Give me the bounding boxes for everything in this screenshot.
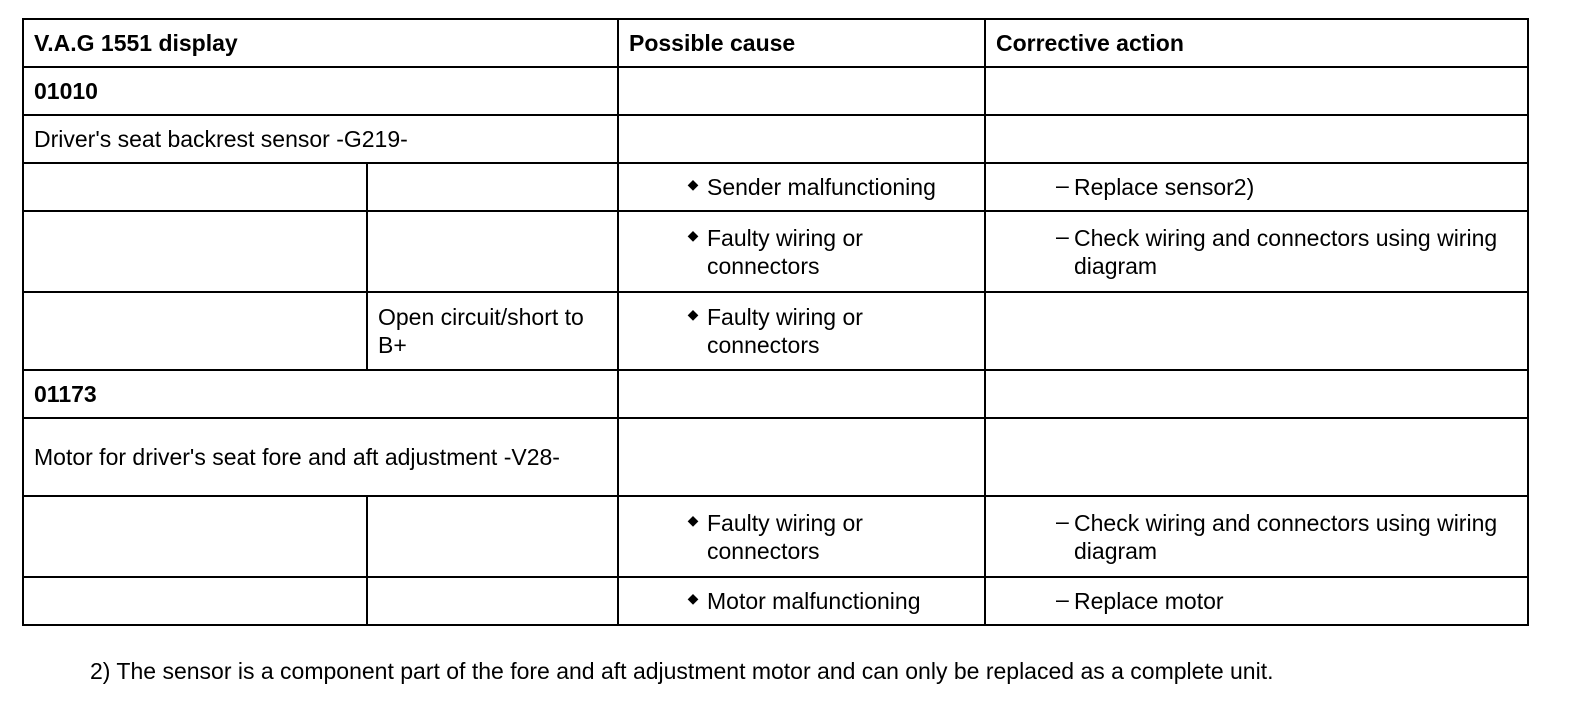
bullet-diamond-icon: ◆ xyxy=(687,511,699,528)
dash-icon: – xyxy=(1056,222,1069,249)
table-row xyxy=(23,496,1528,577)
empty-cell xyxy=(618,67,985,115)
empty-cell xyxy=(985,370,1528,418)
dash-icon: – xyxy=(1056,586,1069,612)
component-name: Motor for driver's seat fore and aft adjustment -V28- xyxy=(23,418,618,496)
condition-cell xyxy=(367,163,618,211)
fault-code-row xyxy=(23,370,1528,418)
action-cell xyxy=(985,496,1528,577)
empty-cell xyxy=(23,211,367,292)
table-row xyxy=(23,577,1528,625)
component-row xyxy=(23,418,1528,496)
fault-table xyxy=(22,18,1529,626)
table-row xyxy=(23,211,1528,292)
bullet-diamond-icon: ◆ xyxy=(687,226,699,243)
table-header-row xyxy=(23,19,1528,67)
dash-icon: – xyxy=(1056,507,1069,534)
bullet-diamond-icon: ◆ xyxy=(687,306,699,322)
empty-cell xyxy=(23,163,367,211)
condition-cell: Open circuit/short to B+ xyxy=(367,292,618,370)
cause-text: Faulty wiring or connectors xyxy=(707,509,863,564)
action-cell xyxy=(985,163,1528,211)
condition-cell xyxy=(367,211,618,292)
footnote: 2) The sensor is a component part of the fore and aft adjustment motor and can only be replaced as a complete unit. xyxy=(90,658,1274,684)
empty-cell xyxy=(23,496,367,577)
action-cell xyxy=(985,292,1528,370)
empty-cell xyxy=(618,115,985,163)
component-row xyxy=(23,115,1528,163)
condition-cell xyxy=(367,577,618,625)
cause-cell xyxy=(618,577,985,625)
header-display: V.A.G 1551 display xyxy=(23,19,618,67)
bullet-diamond-icon: ◆ xyxy=(687,590,699,606)
cause-text: Faulty wiring or connectors xyxy=(707,304,863,358)
cause-cell xyxy=(618,292,985,370)
action-cell xyxy=(985,577,1528,625)
action-text: Check wiring and connectors using wiring diagram xyxy=(1074,224,1498,279)
table-row xyxy=(23,163,1528,211)
fault-code-row xyxy=(23,67,1528,115)
cause-cell xyxy=(618,496,985,577)
action-text: Check wiring and connectors using wiring diagram xyxy=(1074,509,1498,564)
empty-cell xyxy=(985,418,1528,496)
action-cell xyxy=(985,211,1528,292)
condition-cell xyxy=(367,496,618,577)
header-corrective-action: Corrective action xyxy=(985,19,1528,67)
component-name: Driver's seat backrest sensor -G219- xyxy=(23,115,618,163)
empty-cell xyxy=(618,418,985,496)
empty-cell xyxy=(23,292,367,370)
empty-cell xyxy=(985,115,1528,163)
action-text: Replace motor xyxy=(1074,588,1224,614)
cause-text: Motor malfunctioning xyxy=(707,588,921,614)
empty-cell xyxy=(618,370,985,418)
empty-cell xyxy=(985,67,1528,115)
cause-text: Sender malfunctioning xyxy=(707,174,936,200)
cause-cell xyxy=(618,211,985,292)
fault-code: 01010 xyxy=(23,67,618,115)
empty-cell xyxy=(23,577,367,625)
header-possible-cause: Possible cause xyxy=(618,19,985,67)
cause-text: Faulty wiring or connectors xyxy=(707,224,863,279)
bullet-diamond-icon: ◆ xyxy=(687,176,699,192)
table-row xyxy=(23,292,1528,370)
fault-code: 01173 xyxy=(23,370,618,418)
cause-cell xyxy=(618,163,985,211)
dash-icon: – xyxy=(1056,172,1069,198)
action-text: Replace sensor2) xyxy=(1074,174,1255,200)
